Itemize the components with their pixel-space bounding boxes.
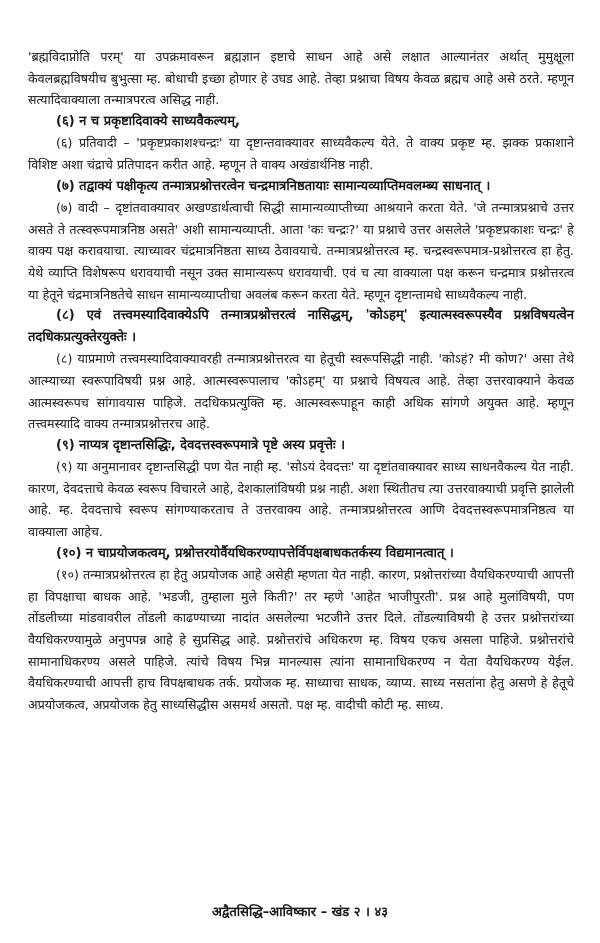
section-heading-10: (१०) न चाप्रयोजकत्वम्, प्रश्नोत्तरयोर्वैयधिकरण्यापत्तेर्विपक्षबाधकतर्कस्य विद्यमानत्वात् ।	[56, 545, 454, 561]
section-body-7: (७) वादी – दृष्टांतवाक्यावर अखण्डार्थत्वाची सिद्धी सामान्यव्याप्तीच्या आश्रयाने करता येते. 'जे तन्मात्रप्रश्नाचे उत्तर असते ते तत्स्वरूपमात्रनिष्ठ असते' अशी सामान्यव्याप्ती. आता 'कः चन्द्रः?' या प्रश्नाचे उत्तर असलेले 'प्रकृष्टप्रकाशः चन्द्रः' हे वाक्य पक्ष करावयाचा. त्याच्यावर चंद्रमात्रनिष्ठता साध्य ठेवावयाचे. तन्मात्रप्रश्नोत्तरत्व म्ह. चन्द्रस्वरूपमात्र-प्रश्नोत्तरत्व हा हेतु. येथे व्याप्ति विशेषरूप धरावयाची नसून उक्त सामान्यरूप धरावयाची. एवं च त्या वाक्याला पक्ष करून चन्द्रमात्र प्रश्नोत्तरत्व या हेतूने चंद्रमात्रनिष्ठतेचे साधन सामान्यव्याप्तीचा अवलंब करून करता येते. म्हणून दृष्टान्तामधे साध्यवैकल्य नाही.	[28, 200, 574, 302]
section-body-10: (१०) तन्मात्रप्रश्नोत्तरत्व हा हेतु अप्रयोजक आहे असेही म्हणता येत नाही. कारण, प्रश्नोत्तरांच्या वैयधिकरण्याची आपत्ती हा विपक्षाचा बाधक आहे. 'भडजी, तुम्हाला मुले किती?' तर म्हणे 'आहेत भाजीपुरती'. प्रश्न आहे मुलांविषयी, पण तोंडलीच्या मांडवावरील तोंडली काढण्याच्या नादांत असलेल्या भटजीने उत्तर दिले. तोंडल्याविषयी हे उत्तर प्रश्नोत्तरांच्या वैयधिकरण्यामुळे अनुपपन्न आहे हे सुप्रसिद्ध आहे. प्रश्नोत्तरांचे अधिकरण म्ह. विषय एकच असला पाहिजे. प्रश्नोत्तरांचे सामानाधिकरण्य असले पाहिजे. त्यांचे विषय भिन्न मानल्यास त्यांना सामानाधिकरण्य न येता वैयधिकरण्य येईल. वैयधिकरण्याची आपत्ती हाच विपक्षबाधक तर्क. प्रयोजक म्ह. साध्याचा साधक, व्याप्य. साध्य नसतांना हेतु असणे हे हेतूचे अप्रयोजकत्व, अप्रयोजक हेतु साध्यसिद्धीस असमर्थ असतो. पक्ष म्ह. वादीची कोटी म्ह. साध्य.	[28, 567, 574, 712]
section-heading-6: (६) न च प्रकृष्टादिवाक्ये साध्यवैकल्यम्,	[56, 113, 240, 129]
section-body-9: (९) या अनुमानावर दृष्टान्तसिद्धी पण येत नाही म्ह. 'सोऽयं देवदत्तः' या दृष्टांतवाक्यावर साध्य साधनवैकल्य येत नाही. कारण, देवदत्ताचे केवळ स्वरूप विचारले आहे, देशकालांविषयी प्रश्न नाही. अशा स्थितीतच त्या उत्तरवाक्याची प्रवृत्ति झालेली आहे. म्ह. देवदत्ताचे स्वरूप सांगण्याकरताच ते उत्तरवाक्य आहे. तन्मात्रप्रश्नोत्तरत्व आणि देवदत्तस्वरूपमात्रनिष्ठत्व या वाक्याला आहेच.	[28, 459, 574, 540]
section-heading-7: (७) तद्वाक्यं पक्षीकृत्य तन्मात्रप्रश्नोत्तरत्वेन चन्द्रमात्रनिष्ठतायाः सामान्यव्याप्तिमवलम्ब्य साधनात् ।	[56, 178, 491, 194]
section-body-8: (८) याप्रमाणे तत्त्वमस्यादिवाक्यावरही तन्मात्रप्रश्नोत्तरत्व या हेतूची स्वरूपसिद्धी नाही. 'कोऽहं? मी कोण?' असा तेथे आत्म्याच्या स्वरूपाविषयी प्रश्न आहे. आत्मस्वरूपालाच 'कोऽहम्' या प्रश्नाचे विषयत्व आहे. तेव्हा उत्तरवाक्याने केवळ आत्मस्वरूपच सांगावयास पाहिजे. तदधिकप्रत्युक्ति म्ह. आत्मस्वरूपाहून काही अधिक सांगणे अयुक्त आहे. म्हणून तत्त्वमस्यादि वाक्य तन्मात्रप्रश्नोत्तरच आहे.	[28, 351, 574, 432]
section-body-6: (६) प्रतिवादी – 'प्रकृष्टप्रकाशश्चन्द्रः' या दृष्टान्तवाक्यावर साध्यवैकल्य येते. ते वाक्य प्रकृष्ट म्ह. झक्क प्रकाशाने विशिष्ट अशा चंद्राचे प्रतिपादन करीत आहे. म्हणून ते वाक्य अखंडार्थनिष्ठ नाही.	[28, 135, 574, 172]
section-heading-8: (८) एवं तत्त्वमस्यादिवाक्येऽपि तन्मात्रप्रश्नोत्तरत्वं नासिद्धम्, 'कोऽहम्' इत्यात्मस्वरूपस्यैव प्रश्नविषयत्वेन तदधिकप्रत्युक्तेरयुक्तेः ।	[28, 308, 574, 345]
paragraph-container	[28, 46, 574, 715]
page-footer: अद्वैतसिद्धि–आविष्कार – खंड २ । ४३	[211, 905, 389, 920]
section-heading-9: (९) नाप्यत्र दृष्टान्तसिद्धिः, देवदत्तस्वरूपमात्रे पृष्टे अस्य प्रवृत्तेः ।	[56, 437, 346, 453]
intro-paragraph: 'ब्रह्मविदाप्नोति परम्' या उपक्रमावरून ब्रह्मज्ञान इष्टाचे साधन आहे असे लक्षात आल्यानंतर अर्थात् मुमुक्षूला केवलब्रह्मविषयीच बुभुत्सा म्ह. बोधाची इच्छा होणार हे उघड आहे. तेव्हा प्रश्नाचा विषय केवळ ब्रह्मच आहे असे ठरते. म्हणून सत्यादिवाक्याला तन्मात्रपरत्व असिद्ध नाही.	[28, 49, 574, 108]
